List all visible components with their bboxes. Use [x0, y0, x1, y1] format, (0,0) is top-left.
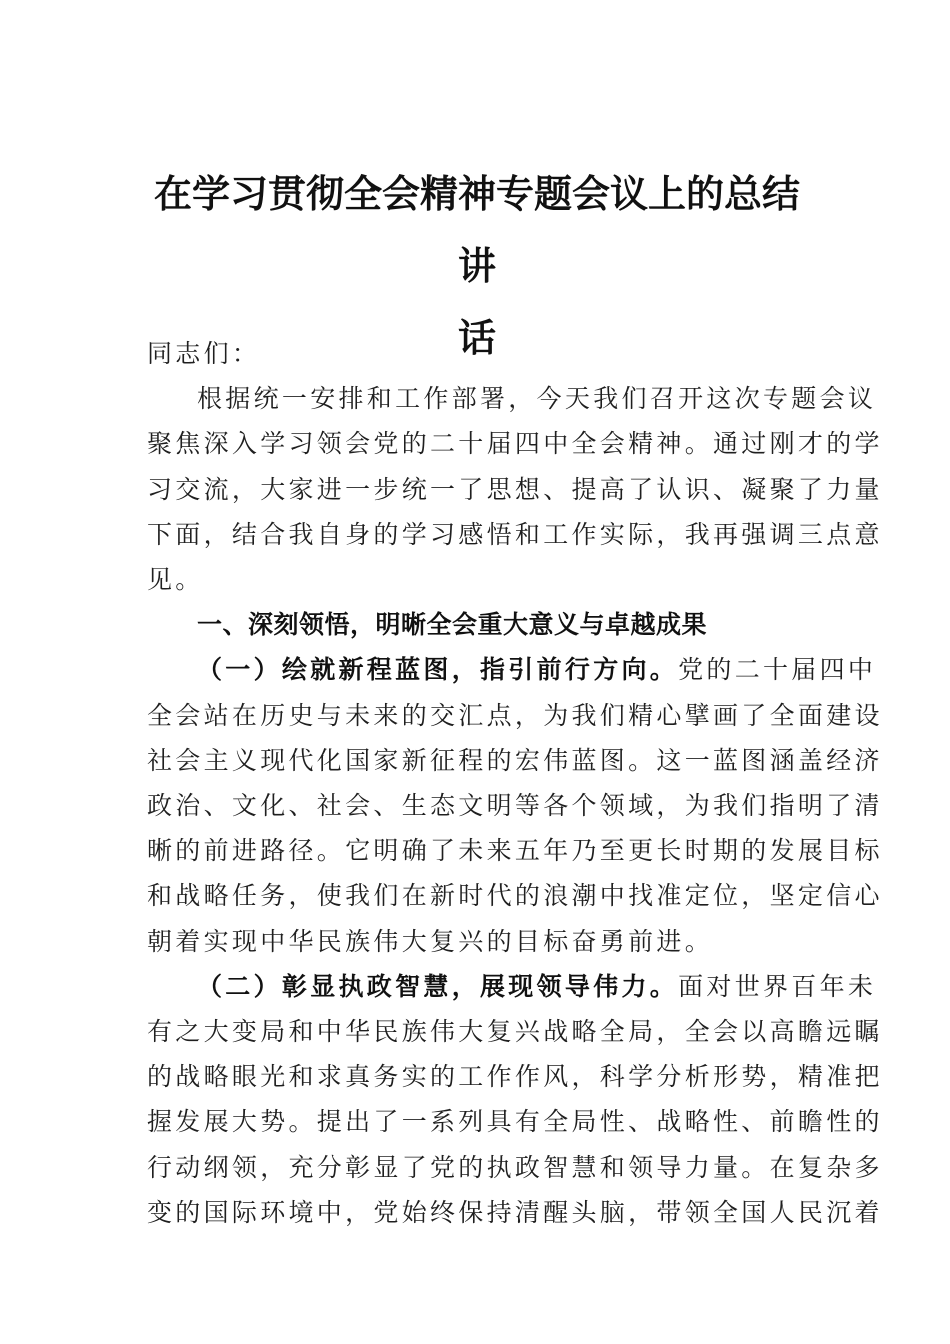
- intro-line-4: 下面，结合我自身的学习感悟和工作实际，我再强调三点意: [147, 519, 883, 549]
- subsection-2-line-6: 变的国际环境中，党始终保持清醒头脑，带领全国人民沉着: [147, 1197, 883, 1227]
- subsection-2-heading: （二）彰显执政智慧，展现领导伟力。: [197, 971, 679, 1001]
- subsection-2-line-3: 的战略眼光和求真务实的工作作风，科学分析形势，精准把: [147, 1062, 883, 1092]
- subsection-1-line-6: 和战略任务，使我们在新时代的浪潮中找准定位，坚定信心: [147, 881, 883, 911]
- subsection-2-text-start: 面对世界百年未: [678, 971, 877, 1001]
- subsection-1: [147, 647, 883, 963]
- intro-line-3: 习交流，大家进一步统一了思想、提高了认识、凝聚了力量: [147, 474, 883, 504]
- section-heading-text: 一、深刻领悟，明晰全会重大意义与卓越成果: [197, 610, 708, 640]
- intro-paragraph: [147, 376, 883, 602]
- subsection-2-line-4: 握发展大势。提出了一系列具有全局性、战略性、前瞻性的: [147, 1107, 883, 1137]
- subsection-1-line-7: 朝着实现中华民族伟大复兴的目标奋勇前进。: [147, 926, 714, 956]
- subsection-2-line-2: 有之大变局和中华民族伟大复兴战略全局，全会以高瞻远瞩: [147, 1017, 883, 1047]
- title-line-2: 话: [457, 315, 496, 360]
- subsection-1-line-1: [147, 647, 877, 692]
- intro-line-2: 聚焦深入学习领会党的二十届四中全会精神。通过刚才的学: [147, 429, 883, 459]
- section-heading-1: [147, 602, 807, 647]
- intro-line-1: 根据统一安排和工作部署，今天我们召开这次专题会议: [197, 384, 877, 414]
- title-line-1: 在学习贯彻全会精神专题会议上的总结讲: [153, 171, 800, 288]
- intro-line-5: 见。: [147, 565, 204, 595]
- subsection-1-heading: （一）绘就新程蓝图，指引前行方向。: [197, 655, 679, 685]
- subsection-1-line-4: 政治、文化、社会、生态文明等各个领域，为我们指明了清: [147, 791, 883, 821]
- salutation: [147, 331, 807, 376]
- subsection-1-line-3: 社会主义现代化国家新征程的宏伟蓝图。这一蓝图涵盖经济: [147, 745, 883, 775]
- subsection-2-line-5: 行动纲领，充分彰显了党的执政智慧和领导力量。在复杂多: [147, 1152, 883, 1182]
- subsection-1-line-2: 全会站在历史与未来的交汇点，为我们精心擘画了全面建设: [147, 700, 883, 730]
- document-body: [147, 331, 883, 1235]
- salutation-text: 同志们：: [147, 339, 261, 368]
- subsection-2: [147, 964, 883, 1235]
- subsection-1-line-5: 晰的前进路径。它明确了未来五年乃至更长时期的发展目标: [147, 836, 883, 866]
- subsection-2-line-1: [147, 964, 877, 1009]
- subsection-1-text-start: 党的二十届四中: [678, 655, 877, 685]
